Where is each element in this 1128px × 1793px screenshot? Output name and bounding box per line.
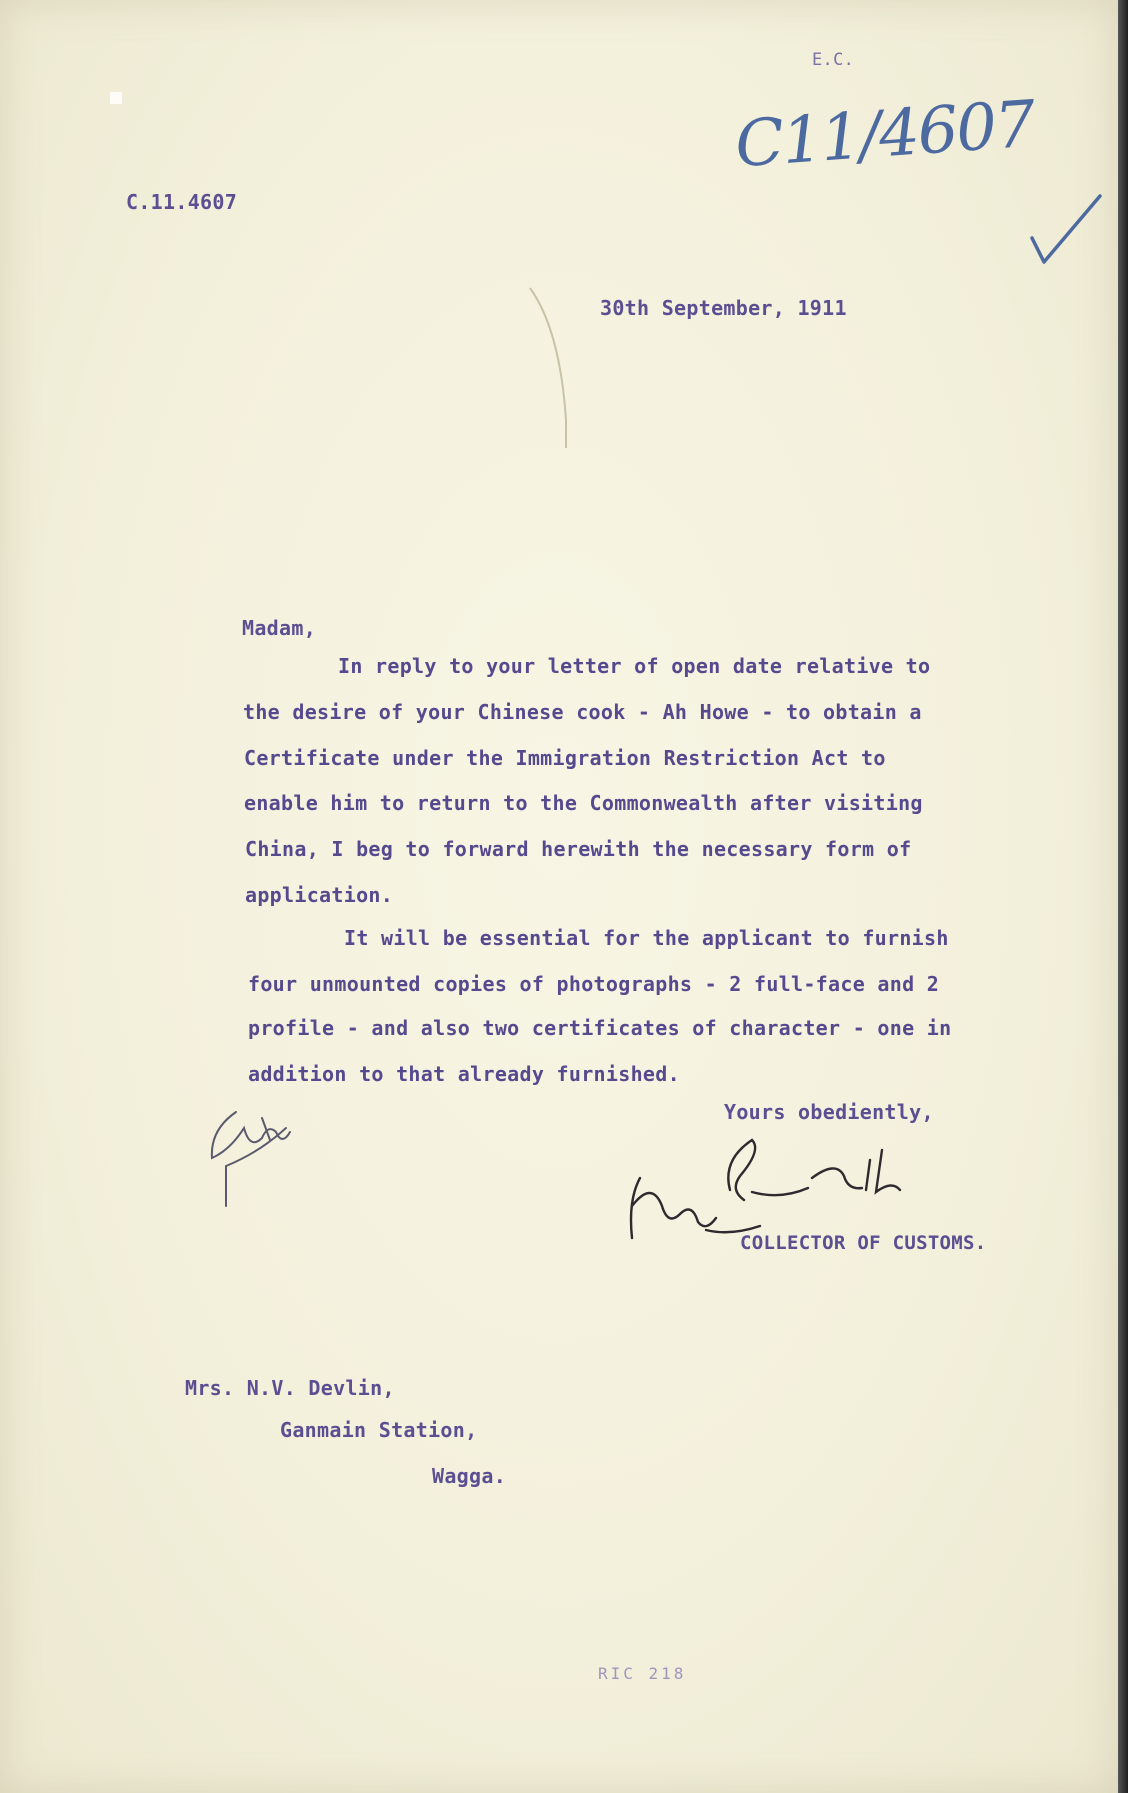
paragraph-1-line-5: China, I beg to forward herewith the necessary form of (245, 837, 912, 861)
paragraph-2-line-4: addition to that already furnished. (248, 1062, 680, 1086)
initials-mark (212, 1112, 290, 1206)
footer-stamp: RIC 218 (598, 1664, 687, 1683)
signature-mark (631, 1140, 900, 1238)
check-mark-icon (1032, 196, 1100, 262)
page-edge-shadow (1118, 0, 1128, 1793)
paragraph-2-line-3: profile - and also two certificates of character - one in (248, 1016, 952, 1040)
paragraph-1-line-2: the desire of your Chinese cook - Ah Howe - to obtain a (243, 700, 922, 724)
paper-speck (110, 92, 122, 104)
paragraph-2-line-2: four unmounted copies of photographs - 2 full-face and 2 (248, 972, 940, 996)
paragraph-1-line-6: application. (245, 883, 394, 907)
salutation: Madam, (242, 616, 317, 640)
paragraph-2-line-1: It will be essential for the applicant to furnish (344, 926, 949, 950)
handwritten-reference: C11/4607 (732, 87, 1037, 183)
letter-date: 30th September, 1911 (600, 296, 847, 320)
addressee-line-3: Wagga. (432, 1464, 507, 1488)
paragraph-1-line-4: enable him to return to the Commonwealth after visiting (244, 791, 923, 815)
addressee-line-2: Ganmain Station, (280, 1418, 478, 1442)
signatory-title: COLLECTOR OF CUSTOMS. (740, 1232, 987, 1254)
reference-number: C.11.4607 (126, 190, 238, 214)
pencil-stroke (530, 288, 566, 448)
addressee-name: Mrs. N.V. Devlin, (185, 1376, 395, 1400)
paragraph-1-line-1: In reply to your letter of open date relative to (338, 654, 931, 678)
ec-stamp: E.C. (812, 50, 855, 70)
closing: Yours obediently, (724, 1100, 934, 1124)
paragraph-1-line-3: Certificate under the Immigration Restriction Act to (244, 746, 886, 770)
